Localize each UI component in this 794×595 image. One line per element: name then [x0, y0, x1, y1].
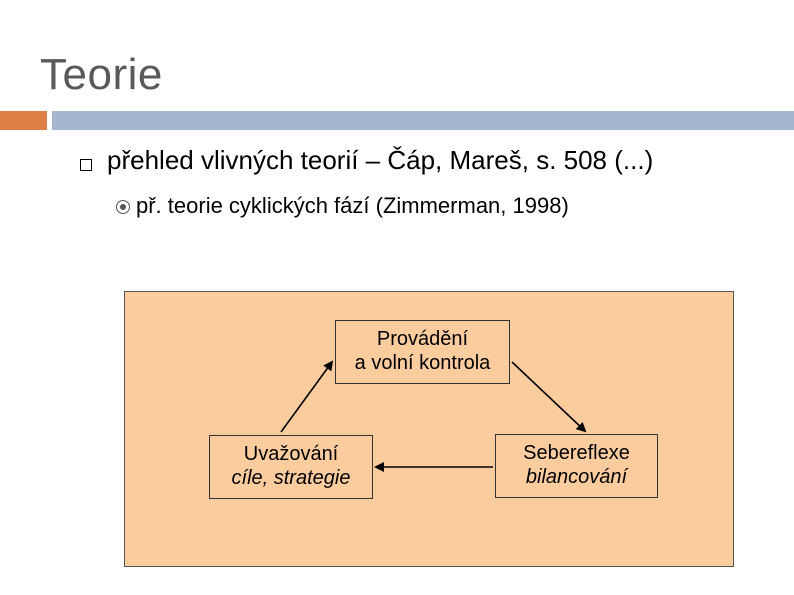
- node-self-reflection-line2: bilancování: [525, 466, 628, 488]
- square-bullet-icon: [80, 159, 92, 171]
- node-self-reflection: [495, 434, 658, 498]
- node-execution-line2: a volní kontrola: [354, 352, 491, 374]
- node-forethought: [209, 435, 373, 499]
- arrow-left-to-top: [281, 362, 332, 432]
- arrow-top-to-right: [512, 362, 585, 431]
- title-accent-bar: [0, 111, 47, 130]
- bullet-level1-text: přehled vlivných teorií – Čáp, Mareš, s. 508 (...): [107, 145, 654, 175]
- slide-title: Teorie: [40, 50, 163, 99]
- node-forethought-line1: Uvažování: [243, 443, 339, 465]
- circle-bullet-icon: [116, 200, 130, 214]
- node-forethought-line2: cíle, strategie: [231, 467, 351, 489]
- node-execution-line1: Provádění: [376, 328, 469, 350]
- bullet-level2-text: př. teorie cyklických fází (Zimmerman, 1998): [136, 193, 569, 218]
- node-execution: [335, 320, 510, 384]
- zimmerman-cycle-diagram: [124, 291, 734, 567]
- node-self-reflection-line1: Sebereflexe: [523, 442, 630, 464]
- title-underline-bar: [52, 111, 794, 130]
